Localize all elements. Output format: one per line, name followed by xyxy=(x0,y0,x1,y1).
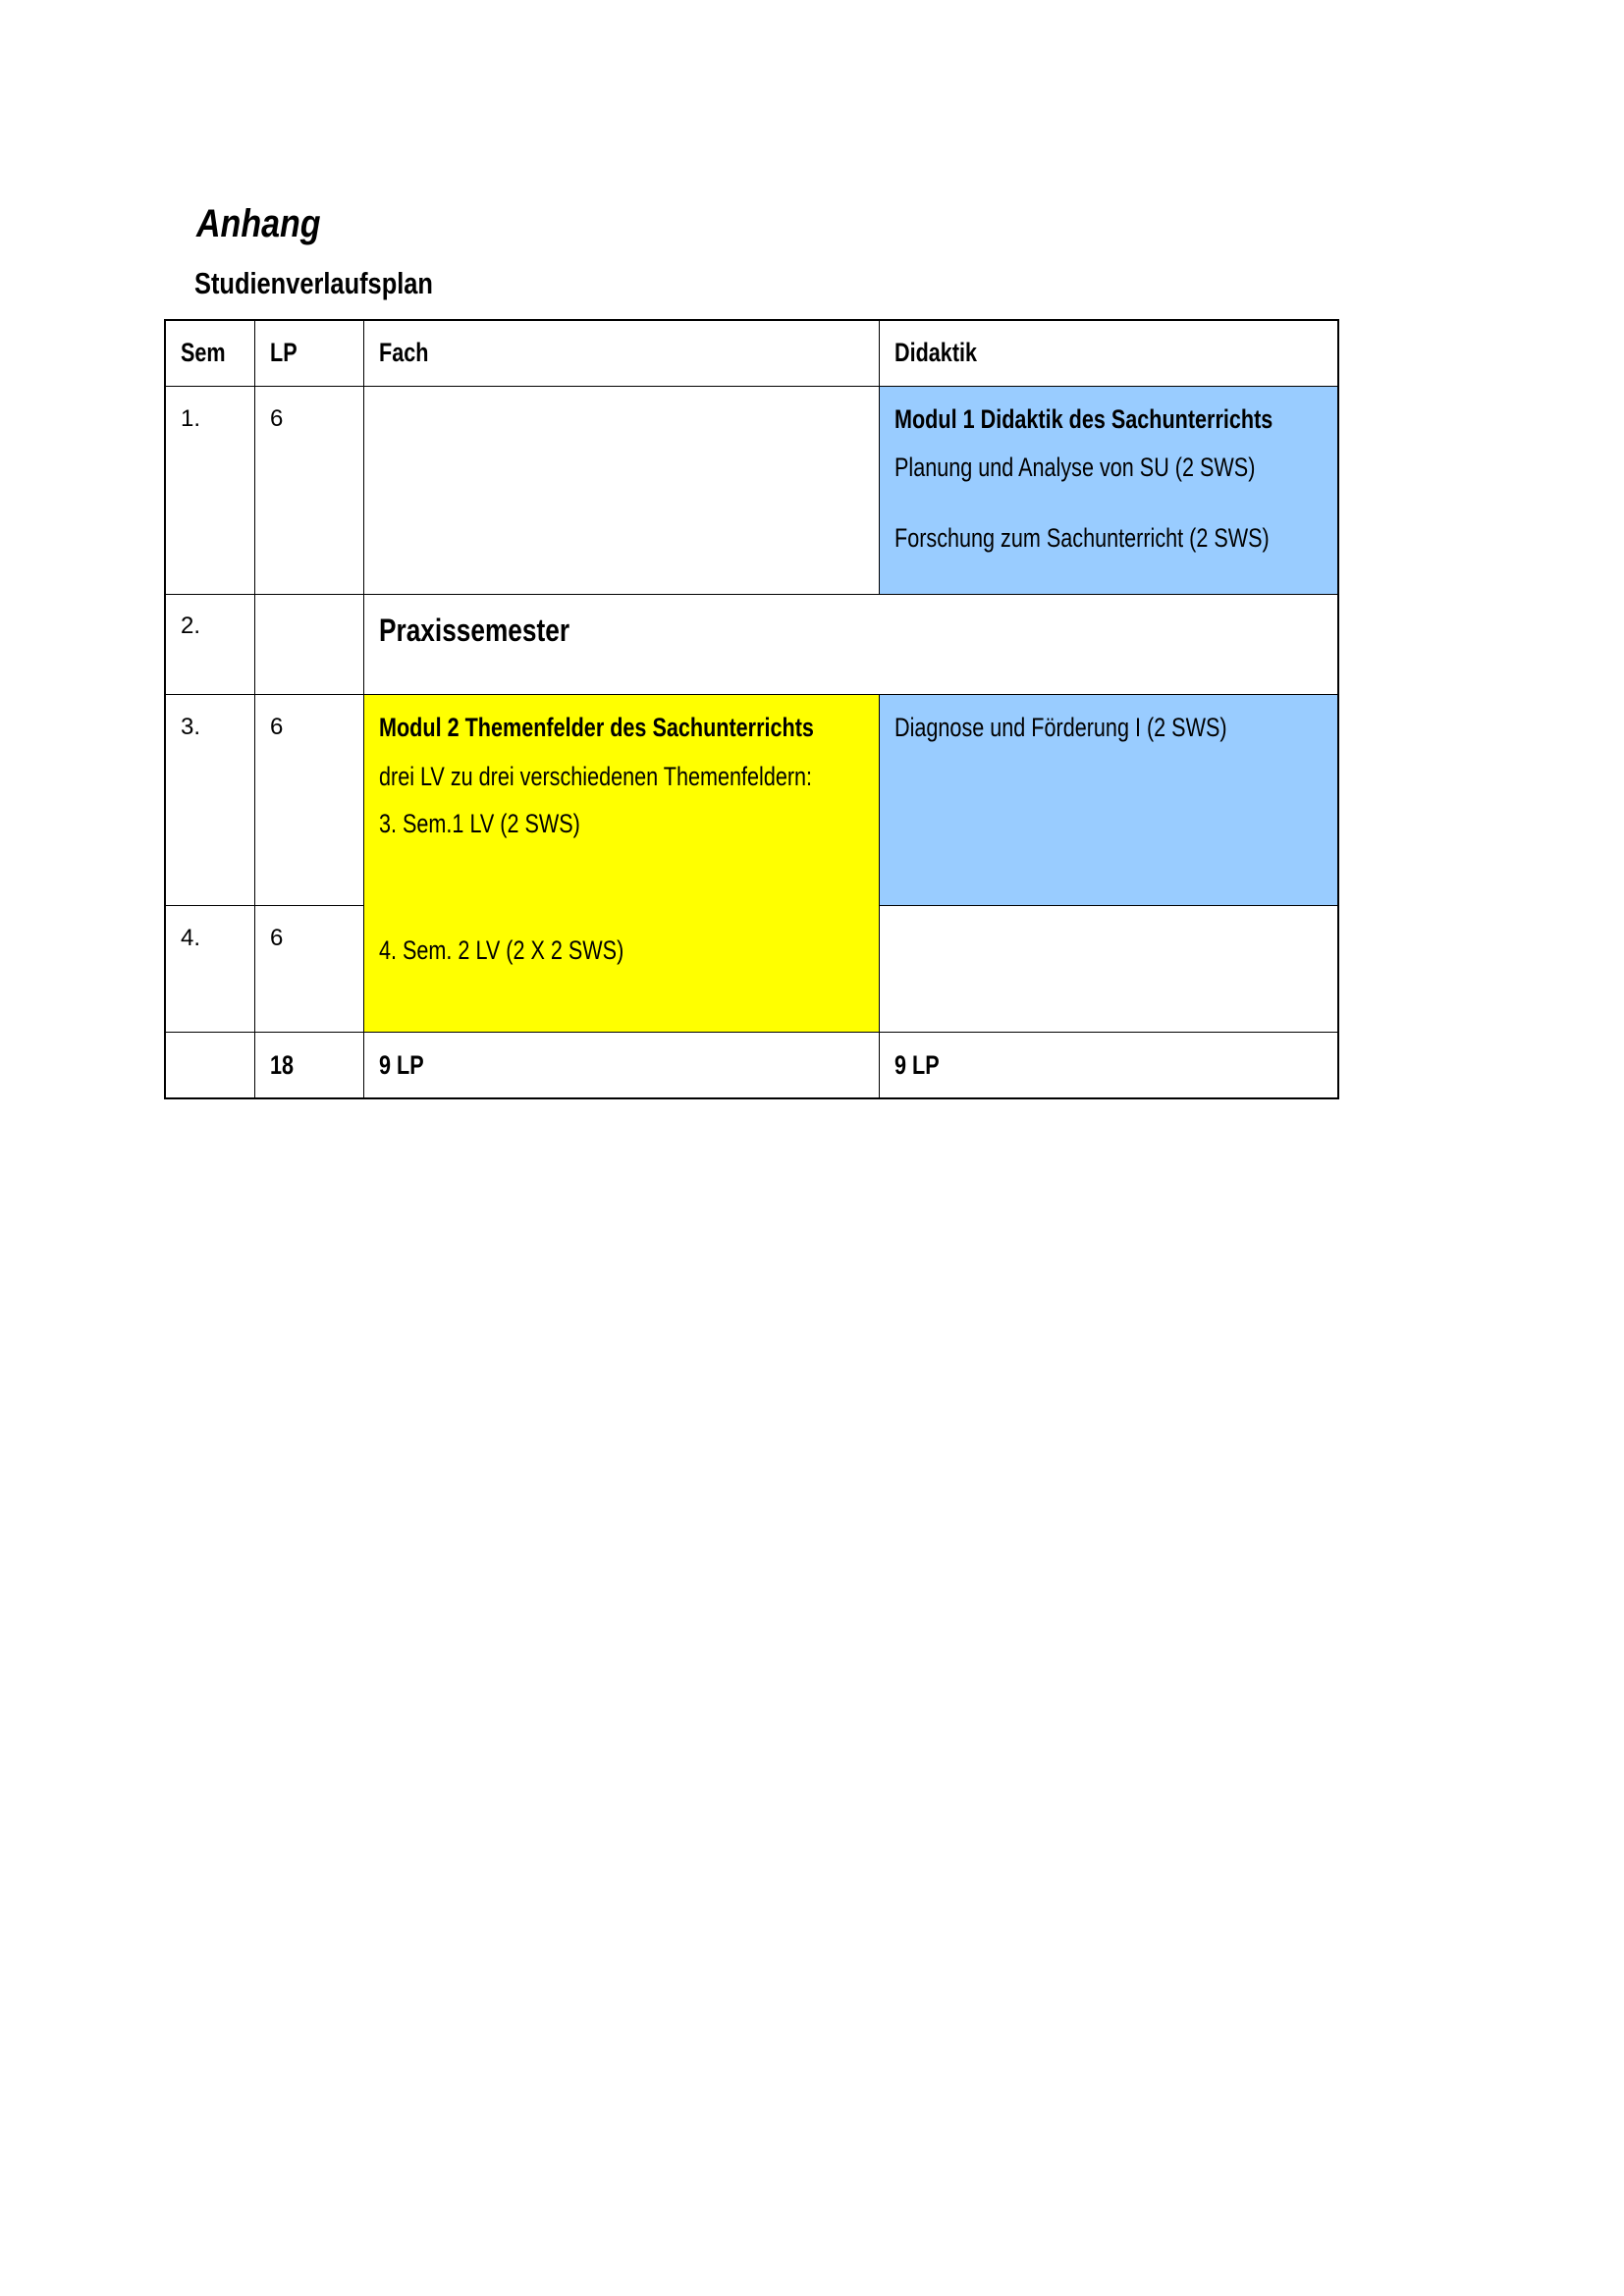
total-lp: 18 xyxy=(270,1050,295,1080)
study-plan-table xyxy=(164,319,1339,1099)
header-cell-lp xyxy=(254,320,364,387)
row3-lp-cell xyxy=(254,694,364,906)
module2-fach-cell xyxy=(363,694,880,1033)
row1-didaktik-module xyxy=(879,386,1338,595)
row1-sem: 1. xyxy=(181,405,201,432)
row2-sem-cell xyxy=(165,594,255,695)
header-fach-label: Fach xyxy=(379,338,429,367)
header-cell-sem xyxy=(165,320,255,387)
module2-description: drei LV zu drei verschiedenen Themenfeldern: xyxy=(379,762,813,791)
section-title: Studienverlaufsplan xyxy=(194,266,433,300)
page-heading: Anhang xyxy=(196,202,321,245)
header-cell-fach xyxy=(363,320,880,387)
row1-lp-cell xyxy=(254,386,364,595)
total-sem-cell xyxy=(165,1032,255,1098)
row1-sem-cell xyxy=(165,386,255,595)
row4-sem: 4. xyxy=(181,925,201,951)
module1-course: Forschung zum Sachunterricht (2 SWS) xyxy=(894,523,1270,553)
row4-didaktik-cell xyxy=(879,905,1338,1033)
total-fach-cell xyxy=(363,1032,880,1098)
total-didaktik: 9 LP xyxy=(894,1050,940,1080)
row4-lp: 6 xyxy=(270,925,284,951)
row4-sem-cell xyxy=(165,905,255,1033)
header-lp-label: LP xyxy=(270,338,298,367)
diagnose-course: Diagnose und Förderung I (2 SWS) xyxy=(894,713,1227,742)
row1-lp: 6 xyxy=(270,405,284,432)
header-cell-didaktik xyxy=(879,320,1338,387)
row1-fach-cell xyxy=(363,386,880,595)
header-didaktik-label: Didaktik xyxy=(894,338,978,367)
row3-didaktik-cell xyxy=(879,694,1338,906)
row2-sem: 2. xyxy=(181,613,201,639)
module2-sem3-course: 3. Sem.1 LV (2 SWS) xyxy=(379,809,580,838)
praxissemester-cell xyxy=(363,594,1338,695)
row3-sem: 3. xyxy=(181,714,201,740)
row3-sem-cell xyxy=(165,694,255,906)
total-didaktik-cell xyxy=(879,1032,1338,1098)
total-lp-cell xyxy=(254,1032,364,1098)
module1-course: Planung und Analyse von SU (2 SWS) xyxy=(894,453,1256,482)
module1-title: Modul 1 Didaktik des Sachunterrichts xyxy=(894,404,1273,434)
row3-lp: 6 xyxy=(270,714,284,740)
total-fach: 9 LP xyxy=(379,1050,424,1080)
header-sem-label: Sem xyxy=(181,338,226,367)
row4-lp-cell xyxy=(254,905,364,1033)
row2-lp-cell xyxy=(254,594,364,695)
module2-sem4-course: 4. Sem. 2 LV (2 X 2 SWS) xyxy=(379,935,624,965)
praxissemester-label: Praxissemester xyxy=(379,613,570,648)
module2-title: Modul 2 Themenfelder des Sachunterrichts xyxy=(379,713,814,742)
